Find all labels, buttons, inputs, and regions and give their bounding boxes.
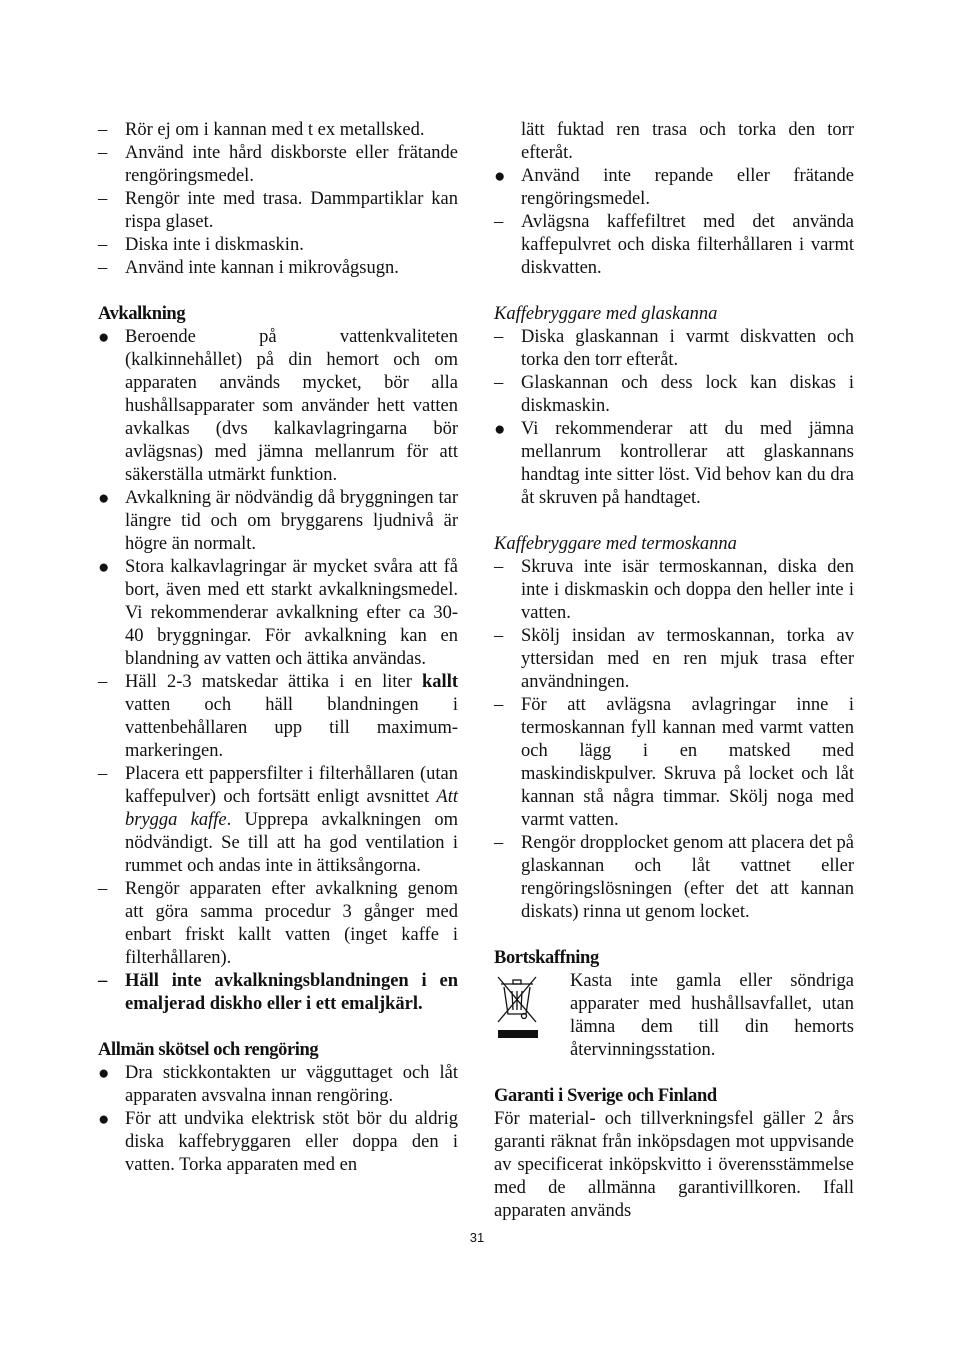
list-item: – Diska inte i diskmaskin. [98,235,304,255]
list-item: ● För att undvika elektrisk stöt bör du aldrig diska kaffebryggaren eller doppa den i vatten. Torka apparaten med en [98,1109,458,1175]
list-item: ● Stora kalkavlagringar är mycket svåra att få bort, även med ett starkt avkalkningsmedel. Vi rekommenderar avkalkning efter ca 30-40 bryggningar. För avkalkning kan en blandning av vatten och ättika användas. [98,557,458,669]
list-item: – Avlägsna kaffefiltret med det använda kaffepulvret och diska filterhållaren i varmt diskvatten. [494,212,854,278]
section-heading-bortskaffning: Bortskaffning [494,948,599,968]
list-item: – Använd inte hård diskborste eller frätande rengöringsmedel. [98,143,458,186]
left-column [98,119,458,1177]
list-item: ● Avkalkning är nödvändig då bryggningen tar längre tid och om bryggarens ljudnivå är högre än normalt. [98,488,458,554]
list-item: – Diska glaskannan i varmt diskvatten och torka den torr efteråt. [494,327,854,370]
list-item: – Rengör dropplocket genom att placera det på glaskannan och låt vattnet eller rengöringslösningen (efter det att kannan diskats) rinna ut genom locket. [494,833,854,922]
list-item: ● Dra stickkontakten ur vägguttaget och låt apparaten avsvalna innan rengöring. [98,1063,458,1106]
section-heading-termoskanna: Kaffebryggare med termoskanna [494,534,737,554]
list-item: – Rengör inte med trasa. Dammpartiklar kan rispa glaset. [98,189,458,232]
warranty-text: För material- och tillverkningsfel gäller 2 års garanti räknat från inköpsdagen mot uppvisande av specificerat inköpskvitto i överensstämmelse med de allmänna garantivillkoren. Ifall apparaten används [494,1109,854,1221]
list-item: – Häll 2-3 matskedar ättika i en liter kallt vatten och häll blandningen i vattenbehållaren upp till maximum-markeringen. [98,672,458,761]
section-heading-allman: Allmän skötsel och rengöring [98,1040,319,1060]
list-item: – Använd inte kannan i mikrovågsugn. [98,258,399,278]
list-item: – För att avlägsna avlagringar inne i termoskannan fyll kannan med varmt vatten och lägg i en matsked med maskindiskpulver. Skruva på locket och låt kannan stå några timmar. Skölj noga med varmt vatten. [494,695,854,830]
list-item-continuation: lätt fuktad ren trasa och torka den torr efteråt. [521,120,854,163]
section-heading-glaskanna: Kaffebryggare med glaskanna [494,304,718,324]
page-number: 31 [469,1230,485,1245]
list-item-warning: – Häll inte avkalkningsblandningen i en emaljerad diskho eller i ett emaljkärl. [98,971,458,1014]
list-item: ● Använd inte repande eller frätande rengöringsmedel. [494,166,854,209]
section-heading-garanti: Garanti i Sverige och Finland [494,1086,717,1106]
list-item: ● Beroende på vattenkvaliteten (kalkinnehållet) på din hemort och om apparaten används mycket, bör alla hushållsapparater som använder hett vatten avkalkas (dvs kalkavlagringarna bör avlägsnas) med jämna mellanrum för att säkerställa utmärkt funktion. [98,327,458,485]
list-item: – Rör ej om i kannan med t ex metallsked. [98,120,425,140]
section-heading-avkalkning: Avkalkning [98,304,186,324]
disposal-block [494,970,854,1062]
list-item: – Skölj insidan av termoskannan, torka av yttersidan med en ren mjuk trasa efter användningen. [494,626,854,692]
disposal-text: Kasta inte gamla eller söndriga apparater med hushållsavfallet, utan lämna dem till din hemorts återvinningsstation. [570,971,854,1060]
list-item: – Rengör apparaten efter avkalkning genom att göra samma procedur 3 gånger med enbart friskt kallt vatten (inget kaffe i filterhållaren). [98,879,458,968]
right-column [494,119,854,1223]
list-item: – Placera ett pappersfilter i filterhållaren (utan kaffepulver) och fortsätt enligt avsnittet Att brygga kaffe. Upprepa avkalkningen om nödvändigt. Se till att ha god ventilation i rummet och andas inte in ättiksångorna. [98,764,458,876]
list-item: – Skruva inte isär termoskannan, diska den inte i diskmaskin och doppa den heller inte i vatten. [494,557,854,623]
list-item: – Glaskannan och dess lock kan diskas i diskmaskin. [494,373,854,416]
list-item: ● Vi rekommenderar att du med jämna mellanrum kontrollerar att glaskannans handtag inte sitter löst. Vid behov kan du dra åt skruven på handtaget. [494,419,854,508]
crossed-out-wheelie-bin-icon [494,970,570,1062]
